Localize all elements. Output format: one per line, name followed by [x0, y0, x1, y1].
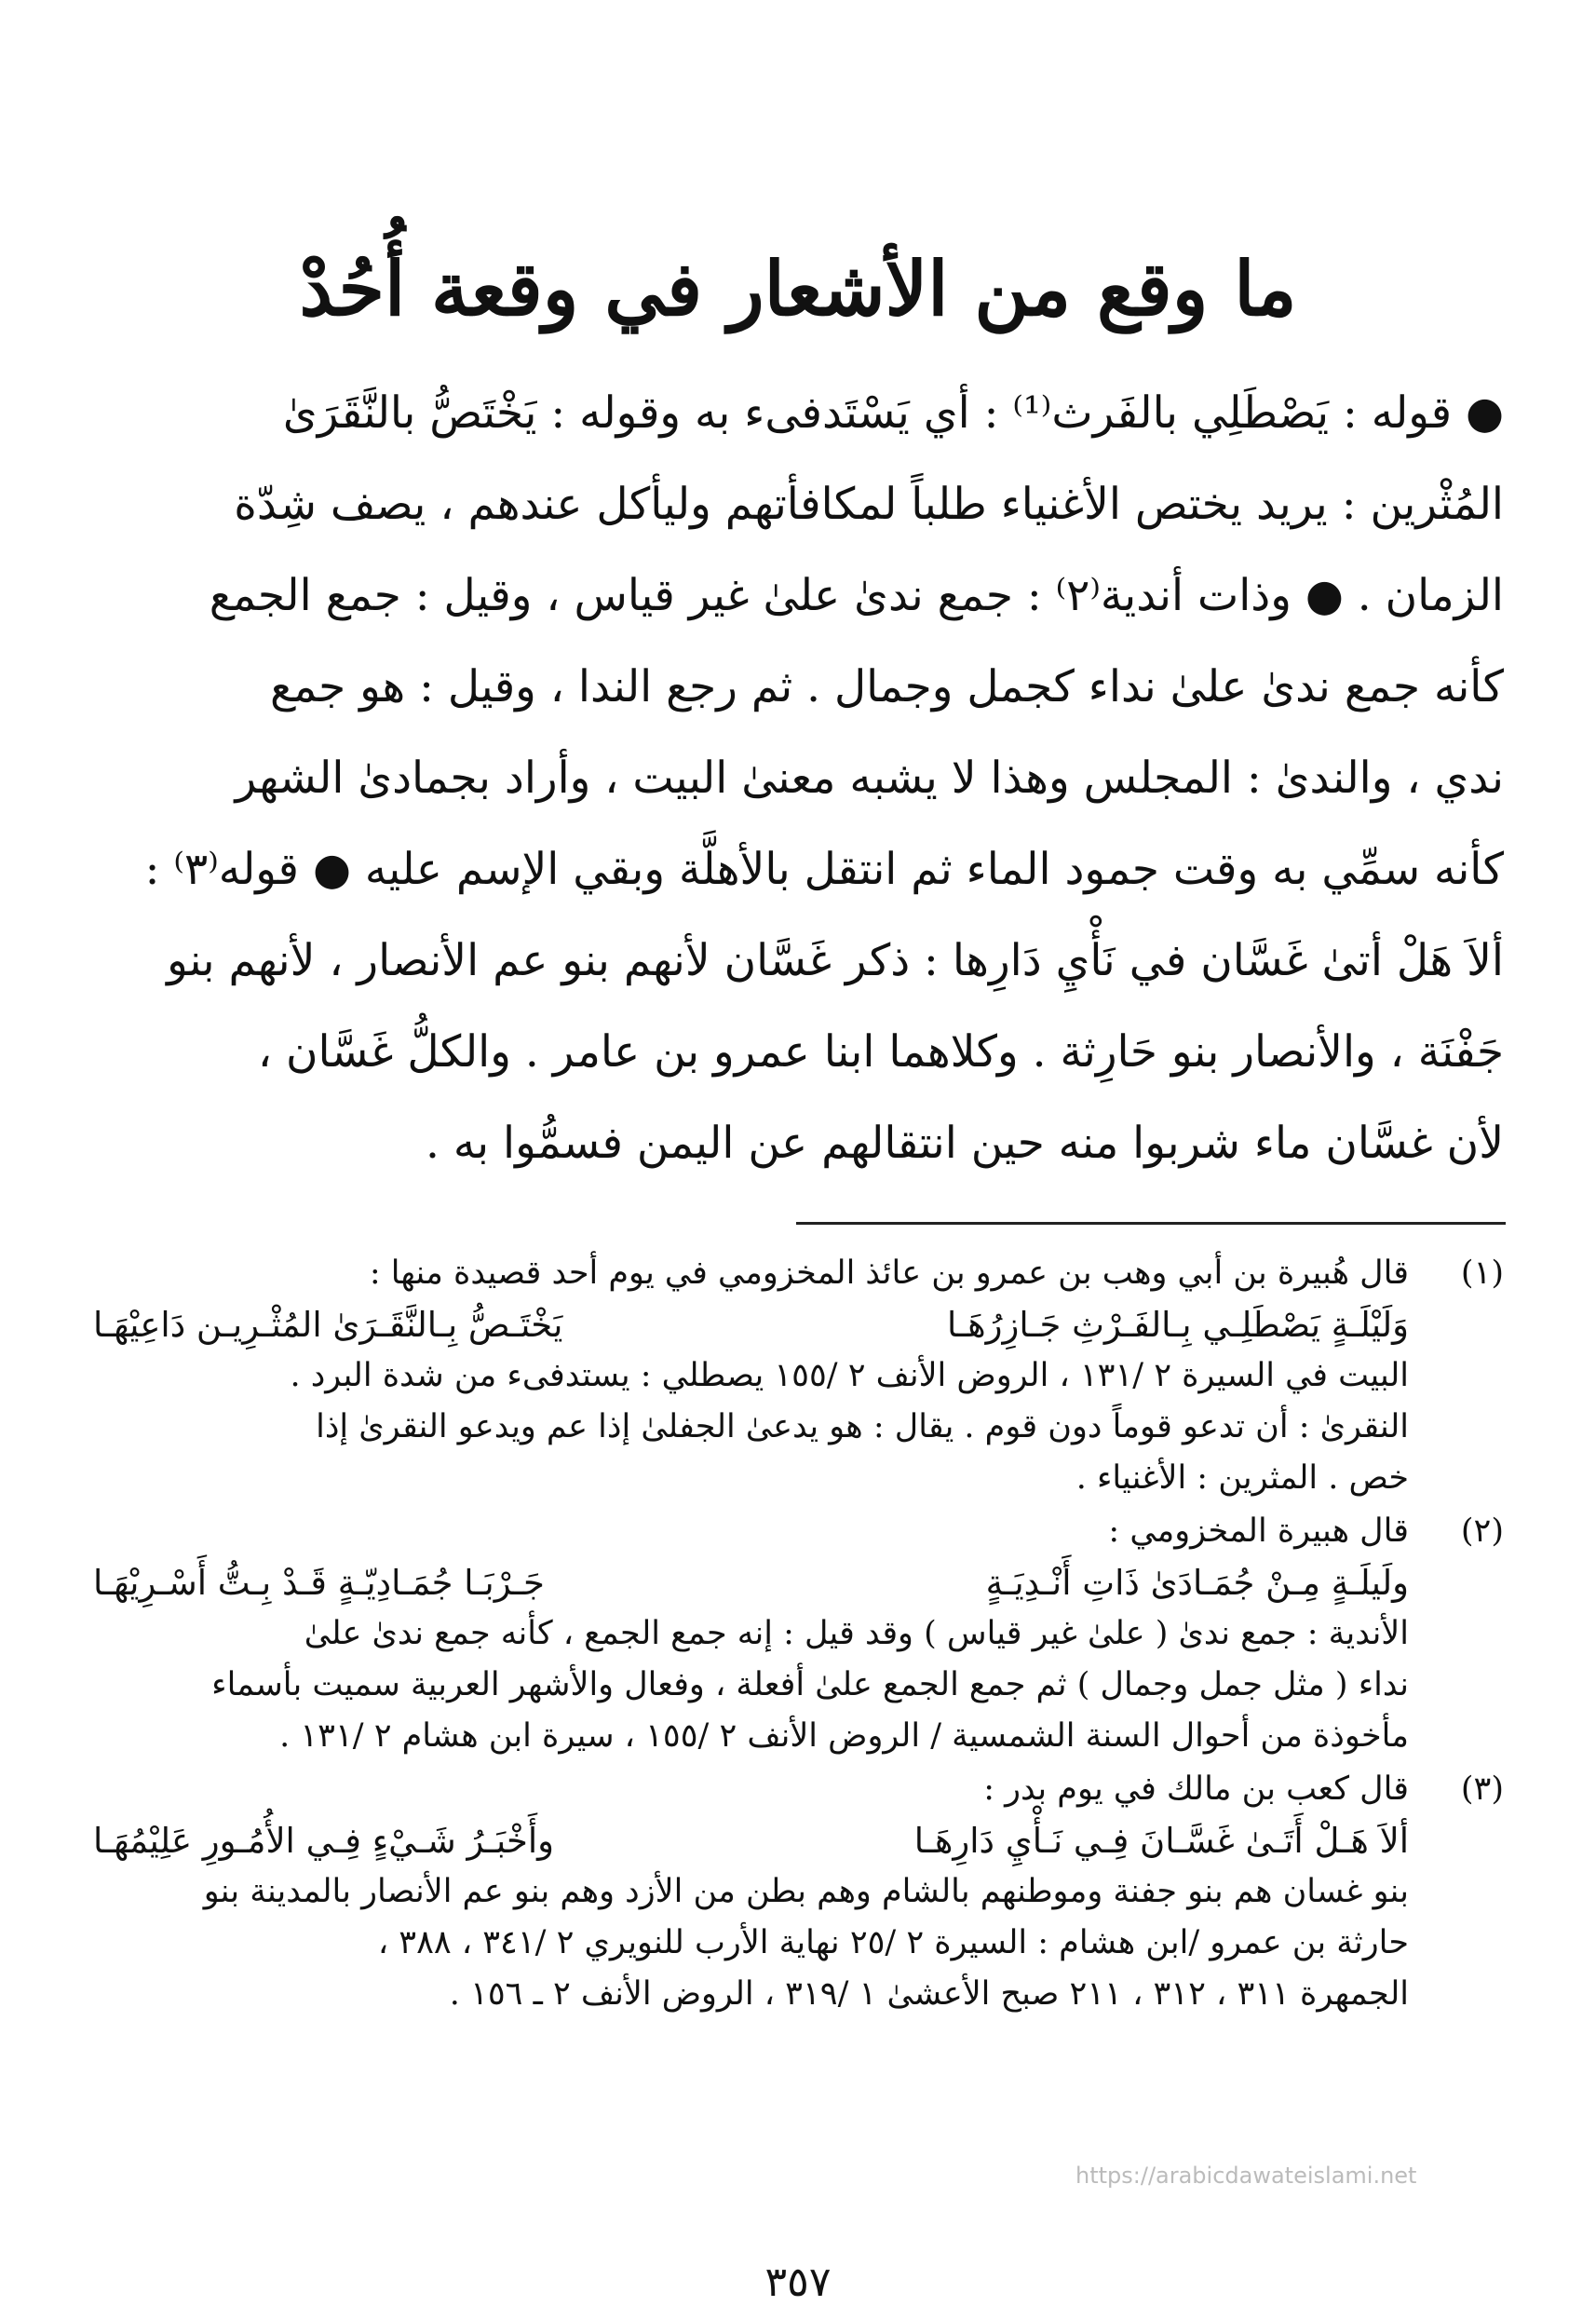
footnotes [93, 1248, 1504, 2022]
footnote-intro: قال هُبيرة بن أبي وهب بن عمرو بن عائذ المخزومي في يوم أحد قصيدة منها : [369, 1255, 1409, 1292]
footnote-line: الجمهرة ٣١١ ، ٣١٢ ، ٢١١ صبح الأعشىٰ ١ /٣١٩ ، الروض الأنف ٢ ـ ١٥٦ . [449, 1975, 1409, 2013]
body-line: جَفْنَة ، والأنصار بنو حَارِثة . وكلاهما ابنا عمرو بن عامر . والكلُّ غَسَّان ، [257, 1026, 1504, 1078]
verse [93, 1557, 1409, 1608]
verse-second-hemistich: وأَخْبَـرُ شَـيْءٍ فِـي الأُمُـورِ عَلِيْمُهَـا [93, 1821, 555, 1861]
body-line: كأنه جمع ندىٰ علىٰ نداء كجمل وجمال . ثم رجع الندا ، وقيل : هو جمع [269, 661, 1504, 712]
verse-first-hemistich: ألاَ هَـلْ أَتَـىٰ غَسَّـانَ فِـي نَـأْيِ دَارِهَـا [913, 1821, 1409, 1861]
footnote-number: (٢) [1460, 1512, 1504, 1550]
watermark: https://arabicdawateislami.net [1075, 2163, 1417, 2189]
body-line: ندي ، والندىٰ : المجلس وهذا لا يشبه معنىٰ البيت ، وأراد بجمادىٰ الشهر [235, 753, 1504, 804]
footnote-1 [93, 1248, 1504, 1504]
verse [93, 1815, 1409, 1866]
body-line: المُثْرين : يريد يختص الأغنياء طلباً لمكافأتهم وليأكل عندهم ، يصف شِدّة [234, 479, 1504, 530]
verse [93, 1299, 1409, 1350]
footnote-separator [796, 1222, 1506, 1225]
body-line: ● قوله : يَصْطَلِي بالفَرث⁽¹⁾ : أي يَسْتَدفىء به وقوله : يَخْتَصُّ بالنَّقَرَىٰ [282, 387, 1504, 439]
verse-first-hemistich: وَلَيْلَـةٍ يَصْطَلِـي بِـالفَـرْثِ جَـازِرُهَـا [946, 1305, 1409, 1345]
body-line: لأن غسَّان ماء شربوا منه حين انتقالهم عن اليمن فسمُّوا به . [425, 1118, 1504, 1169]
footnote-line: مأخوذة من أحوال السنة الشمسية / الروض الأنف ٢ /١٥٥ ، سيرة ابن هشام ٢ /١٣١ . [279, 1717, 1409, 1755]
footnote-line: الأندية : جمع ندىٰ ( علىٰ غير قياس ) وقد قيل : إنه جمع الجمع ، كأنه جمع ندىٰ علىٰ [304, 1615, 1409, 1652]
footnote-2 [93, 1506, 1504, 1762]
body-line: ألاَ هَلْ أتىٰ غَسَّان في نَأْيِ دَارِها : ذكر غَسَّان لأنهم بنو عم الأنصار ، لأنهم بنو [167, 935, 1504, 986]
footnote-line: النقرىٰ : أن تدعو قوماً دون قوم . يقال : هو يدعىٰ الجفلىٰ إذا عم ويدعو النقرىٰ إذا [316, 1408, 1409, 1445]
verse-second-hemistich: جَـرْبَـا جُمَـادِيّـةٍ قَـدْ بِـتُّ أَسْـرِيْهَـا [93, 1563, 545, 1603]
footnote-3 [93, 1764, 1504, 2020]
footnote-line: البيت في السيرة ٢ /١٣١ ، الروض الأنف ٢ /١٥٥ يصطلي : يستدفىء من شدة البرد . [290, 1357, 1409, 1394]
page-title: ما وقع من الأشعار في وقعة أُحُدْ [299, 245, 1297, 332]
footnote-line: بنو غسان هم بنو جفنة وموطنهم بالشام وهم بطن من الأزد وهم بنو عم الأنصار بالمدينة بنو [203, 1873, 1409, 1910]
footnote-line: حارثة بن عمرو /ابن هشام : السيرة ٢ /٢٥ نهاية الأرب للنويري ٢ /٣٤١ ، ٣٨٨ ، [377, 1924, 1409, 1961]
footnote-intro: قال هبيرة المخزومي : [1108, 1512, 1409, 1550]
main-text [93, 368, 1504, 1189]
body-line: الزمان . ● وذات أندية⁽٢⁾ : جمع ندىٰ علىٰ غير قياس ، وقيل : جمع الجمع [209, 570, 1504, 621]
verse-second-hemistich: يَخْتَـصُّ بِـالنَّقَـرَىٰ المُثْـرِيـن دَاعِيْهَـا [93, 1305, 563, 1345]
footnote-line: نداء ( مثل جمل وجمال ) ثم جمع الجمع علىٰ أفعلة ، وفعال والأشهر العربية سميت بأسماء [211, 1666, 1409, 1703]
footnote-line: خص . المثرين : الأغنياء . [1075, 1459, 1409, 1497]
footnote-intro: قال كعب بن مالك في يوم بدر : [983, 1770, 1409, 1808]
page-number: ٣٥٧ [764, 2259, 832, 2306]
footnote-number: (١) [1460, 1255, 1504, 1292]
body-line: كأنه سمِّي به وقت جمود الماء ثم انتقل بالأهلَّة وبقي الإسم عليه ● قوله⁽٣⁾ : [144, 844, 1504, 895]
footnote-number: (٣) [1460, 1770, 1504, 1808]
verse-first-hemistich: ولَيلَـةٍ مِـنْ جُمَـادَىٰ ذَاتِ أَنْـدِيَـةٍ [985, 1563, 1409, 1603]
